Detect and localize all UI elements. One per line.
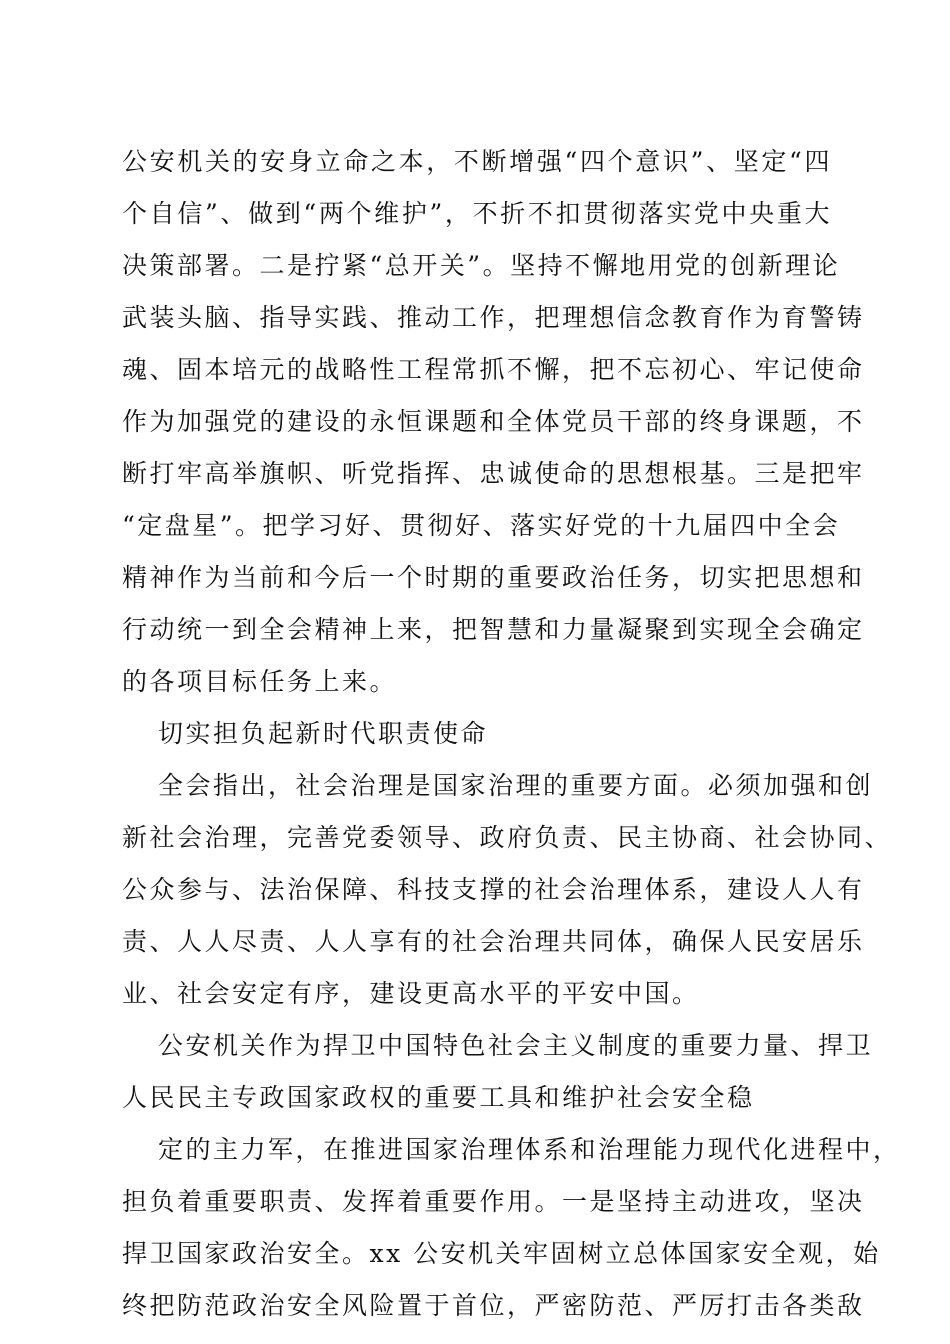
text-line-4: 武装头脑、指导实践、推动工作，把理想信念教育作为育警铸 [122,303,865,332]
text-line-17: 业、社会安定有序，建设更高水平的平安中国。 [122,979,700,1008]
text-line-23: 终把防范政治安全风险置于首位，严密防范、严厉打击各类敌 [122,1291,865,1320]
text-line-6: 作为加强党的建设的永恒课题和全体党员干部的终身课题，不 [122,407,865,436]
text-line-22: 捍卫国家政治安全。xx 公安机关牢固树立总体国家安全观，始 [122,1239,881,1268]
text-line-10: 行动统一到全会精神上来，把智慧和力量凝聚到实现全会确定 [122,615,865,644]
text-line-18: 公安机关作为捍卫中国特色社会主义制度的重要力量、捍卫 [158,1031,874,1060]
text-line-16: 责、人人尽责、人人享有的社会治理共同体，确保人民安居乐 [122,927,865,956]
text-line-1: 公安机关的安身立命之本，不断增强“四个意识”、坚定“四 [122,147,832,176]
text-line-13: 全会指出，社会治理是国家治理的重要方面。必须加强和创 [158,771,874,800]
text-line-21: 担负着重要职责、发挥着重要作用。一是坚持主动进攻，坚决 [122,1187,865,1216]
text-line-9: 精神作为当前和今后一个时期的重要政治任务，切实把思想和 [122,563,865,592]
text-line-2: 个自信”、做到“两个维护”，不折不扣贯彻落实党中央重大 [122,199,832,228]
text-line-8: “定盘星”。把学习好、贯彻好、落实好党的十九届四中全会 [122,511,841,540]
text-line-15: 公众参与、法治保障、科技支撑的社会治理体系，建设人人有 [122,875,865,904]
section-heading: 切实担负起新时代职责使命 [158,719,489,748]
text-line-20: 定的主力军，在推进国家治理体系和治理能力现代化进程中， [158,1135,901,1164]
text-line-14: 新社会治理，完善党委领导、政府负责、民主协商、社会协同、 [122,823,893,852]
text-line-19: 人民民主专政国家政权的重要工具和维护社会安全稳 [122,1083,755,1112]
text-line-7: 断打牢高举旗帜、听党指挥、忠诚使命的思想根基。三是把牢 [122,459,865,488]
text-line-5: 魂、固本培元的战略性工程常抓不懈，把不忘初心、牢记使命 [122,355,865,384]
text-line-11: 的各项目标任务上来。 [122,667,398,696]
text-line-3: 决策部署。二是拧紧“总开关”。坚持不懈地用党的创新理论 [122,251,841,280]
